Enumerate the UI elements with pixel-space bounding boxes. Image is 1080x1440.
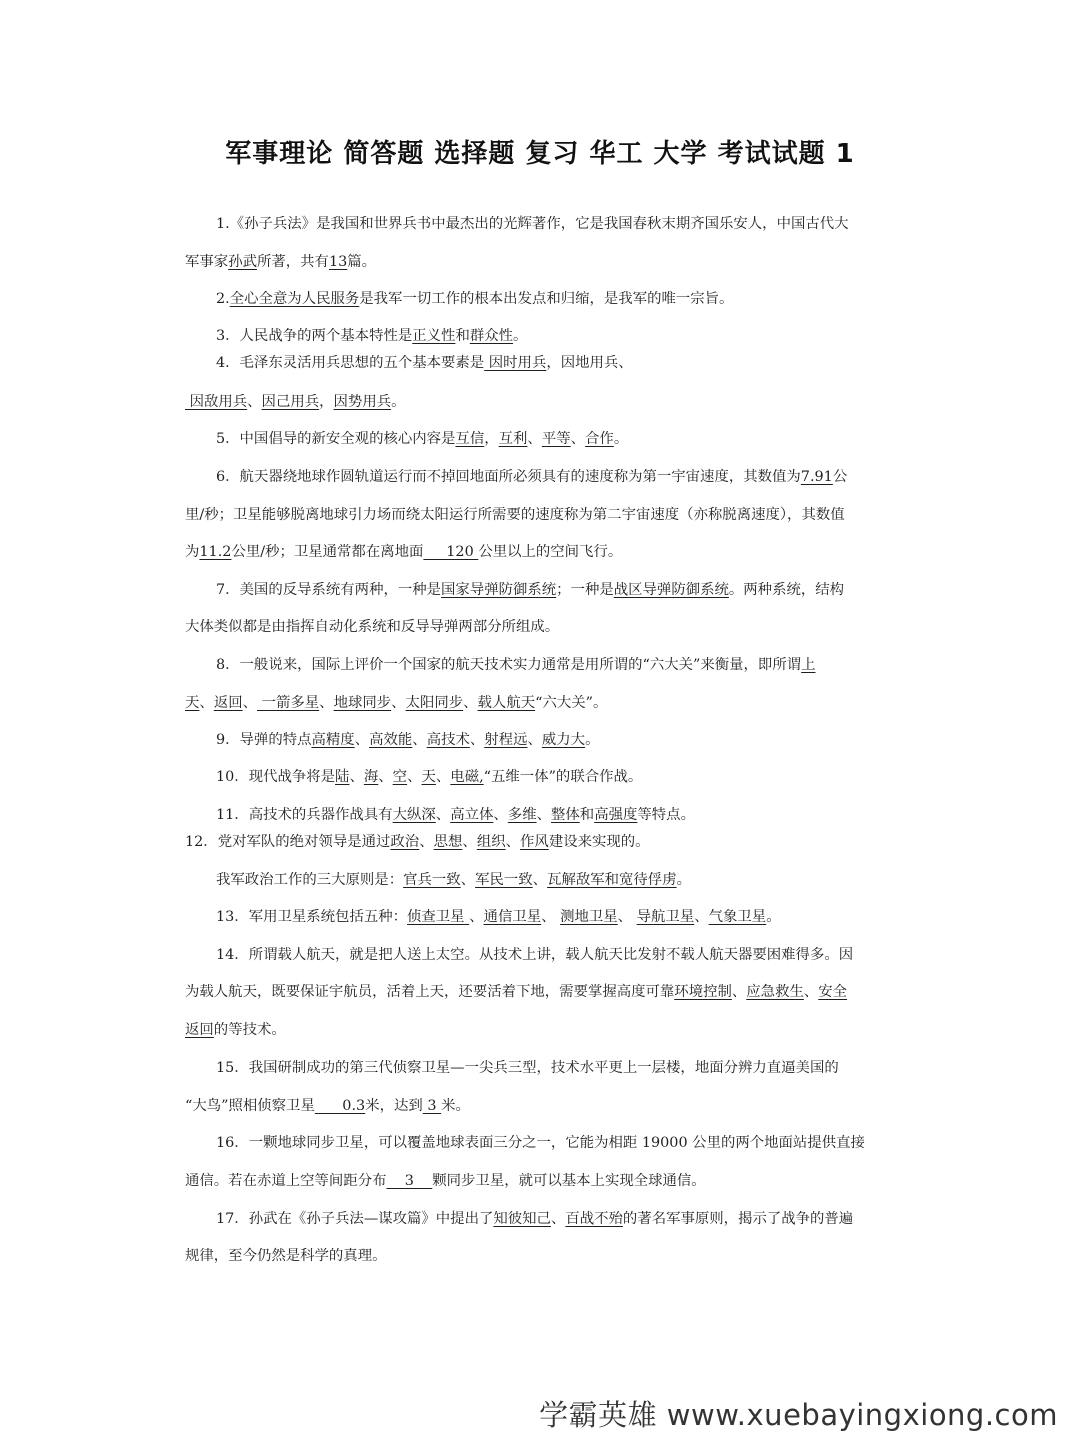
underlined-answer: 导航卫星 [636,909,695,925]
text-segment: 、 [319,695,334,711]
text-segment: 11．高技术的兵器作战具有 [216,807,393,823]
text-segment: 8．一般说来，国际上评价一个国家的航天技术实力通常是用所谓的“六大关”来衡量，即所谓 [216,657,802,673]
text-line [216,1133,865,1153]
text-segment: 、 [242,695,258,711]
text-segment: 公里以上的空间飞行。 [478,544,623,560]
text-line [185,693,607,713]
text-segment: 2. [216,291,230,307]
underlined-answer: 海 [363,769,379,785]
text-segment: 、 [505,834,521,850]
text-segment: 、 [469,909,484,925]
text-segment: 、 [378,769,393,785]
text-line [216,767,642,787]
underlined-answer: 高精度 [311,732,355,748]
text-segment: 、 [469,732,485,748]
text-segment: 、 [731,984,747,1000]
underlined-answer: 射程远 [484,732,528,748]
underlined-answer: 3 [422,1098,442,1114]
underlined-answer: 太阳同步 [405,695,464,711]
text-segment: 、 [407,769,422,785]
underlined-answer: 通信卫星 [483,909,542,925]
text-segment: 、 [617,909,637,925]
text-segment: 大体类似都是由指挥自动化系统和反导导弹两部分所组成。 [185,619,560,635]
text-line [216,289,733,309]
underlined-answer: 全心全意为人民服务 [229,291,360,307]
text-segment: 、 [527,431,542,447]
text-segment: 、 [550,1211,566,1227]
underlined-answer: 气象卫星 [708,909,767,925]
text-segment: 、 [247,394,262,410]
underlined-answer: 侦查卫星 [407,909,470,925]
text-segment: 。 [766,909,781,925]
text-segment: 建设来实现的。 [548,834,650,850]
underlined-answer: 0.3 [314,1098,366,1114]
text-segment: 里/秒；卫星能够脱离地球引力场而绕太阳运行所需要的速度称为第二宇宙速度（亦称脱离速度），其数值 [185,507,845,523]
text-line [216,580,844,600]
underlined-answer: 3 [386,1173,433,1189]
text-segment: ；一种是 [556,582,614,598]
text-segment: 、 [462,834,477,850]
watermark-footer: 学霸英雄 www.xuebayingxiong.com [539,1398,1058,1432]
text-segment: 、 [354,732,370,748]
text-segment: 、 [527,732,542,748]
text-segment: 13．军用卫星系统包括五种： [216,909,407,925]
underlined-answer: 天 [421,769,436,785]
text-line [216,326,527,346]
underlined-answer: 百战不殆 [565,1211,623,1227]
text-segment: 、 [460,872,476,888]
text-segment: 、 [412,732,427,748]
underlined-answer: 作风 [520,834,549,850]
underlined-answer: 高效能 [369,732,413,748]
underlined-answer: 环境控制 [674,984,732,1000]
text-segment: 、 [463,695,478,711]
text-segment: 、 [570,431,586,447]
underlined-answer: 孙武 [228,254,257,270]
text-segment: 、 [419,834,434,850]
text-segment: 和 [579,807,595,823]
text-line [216,730,599,750]
text-segment: 的等技术。 [213,1022,286,1038]
text-segment: 10．现代战争将是 [216,769,336,785]
text-line [216,353,633,373]
text-segment: 是我军一切工作的根本出发点和归缩，是我军的唯一宗旨。 [359,291,734,307]
text-line [185,617,559,637]
underlined-answer: 返回 [185,1022,214,1038]
text-line [216,429,628,449]
text-segment: “六大关”。 [535,695,608,711]
underlined-answer: 互信 [455,431,485,447]
text-segment: 规律，至今仍然是科学的真理。 [185,1248,387,1264]
text-segment: 米，达到 [365,1098,423,1114]
text-line [216,870,691,890]
text-segment: 米。 [441,1098,470,1114]
underlined-answer: 13 [328,254,348,270]
text-line [216,1058,839,1078]
text-segment: 公 [832,469,848,485]
text-line [216,1209,853,1229]
underlined-answer: 因势用兵 [333,394,392,410]
text-segment: 12．党对军队的绝对领导是通过 [185,834,391,850]
text-segment: 、 [803,984,819,1000]
text-segment: 16．一颗地球同步卫星，可以覆盖地球表面三分之一，它能为相距 19000 公里的两个地面站提供直接 [216,1135,865,1151]
underlined-answer: 高强度 [594,807,638,823]
text-line [185,1246,386,1266]
text-segment: 9．导弹的特点 [216,732,312,748]
underlined-answer: 整体 [551,807,580,823]
underlined-answer: 正义性 [412,328,456,344]
text-segment: 颗同步卫星，就可以基本上实现全球通信。 [432,1173,706,1189]
text-line [216,214,849,234]
text-segment: 4．毛泽东灵活用兵思想的五个基本要素是 [216,355,485,371]
underlined-answer: 地球同步 [333,695,392,711]
text-segment: 。 [585,732,600,748]
underlined-answer: 多维 [507,807,537,823]
underlined-answer: 120 [423,544,479,560]
text-segment: 、 [532,872,548,888]
underlined-answer: 载人航天 [477,695,536,711]
underlined-answer: 因时用兵 [484,355,547,371]
underlined-answer: 11.2 [199,544,232,560]
text-line [185,505,845,525]
underlined-answer: 战区导弹防御系统 [613,582,729,598]
underlined-answer: 组织 [476,834,506,850]
text-line [216,805,695,825]
underlined-answer: 大纵深 [392,807,436,823]
text-segment: 14．所谓载人航天，就是把人送上太空。从技术上讲，载人航天比发射不载人航天器要困难得多。因 [216,947,854,963]
text-segment: 、 [199,695,214,711]
text-segment: 。 [613,431,629,447]
underlined-answer: 返回 [213,695,243,711]
text-line [216,945,853,965]
text-line [185,1096,470,1116]
text-segment: “五维一体”的联合作战。 [483,769,643,785]
underlined-answer: 群众性 [469,328,514,344]
underlined-answer: 空 [392,769,408,785]
text-segment: 通信。若在赤道上空等间距分布 [185,1173,387,1189]
underlined-answer: 知彼知己 [493,1211,551,1227]
text-segment: 。 [391,394,406,410]
underlined-answer: 上 [801,657,816,673]
underlined-answer: 合作 [585,431,614,447]
text-segment: 、 [536,807,551,823]
text-segment: 6．航天器绕地球作圆轨道运行而不掉回地面所必须具有的速度称为第一宇宙速度，其数值为 [216,469,801,485]
underlined-answer: 7.91 [800,469,833,485]
underlined-answer: 思想 [433,834,463,850]
text-line [185,1171,706,1191]
underlined-answer: 高立体 [450,807,494,823]
text-segment: 7．美国的反导系统有两种，一种是 [216,582,442,598]
text-segment: 军事家 [185,254,229,270]
text-segment: 、 [435,769,451,785]
text-segment: 和 [455,328,470,344]
underlined-answer: 威力大 [541,732,586,748]
text-segment: 、 [391,695,406,711]
text-line [185,832,650,852]
text-segment: 公里/秒；卫星通常都在离地面 [231,544,424,560]
text-line [216,467,847,487]
text-segment: 。 [513,328,528,344]
text-segment: “大鸟”照相侦察卫星 [185,1098,315,1114]
underlined-answer: 一箭多星 [257,695,320,711]
text-segment: 。两种系统，结构 [728,582,845,598]
text-segment: 1.《孙子兵法》是我国和世界兵书中最杰出的光辉著作，它是我国春秋末期齐国乐安人，中国古代大 [216,216,849,232]
underlined-answer: 因己用兵 [261,394,320,410]
underlined-answer: 高技术 [426,732,470,748]
text-segment: 5．中国倡导的新安全观的核心内容是 [216,431,456,447]
text-line [185,982,847,1002]
underlined-answer: 电磁, [450,769,484,785]
text-segment: 17．孙武在《孙子兵法—谋攻篇》中提出了 [216,1211,494,1227]
text-segment: 的著名军事原则，揭示了战争的普遍 [622,1211,854,1227]
text-segment: 篇。 [347,254,377,270]
text-segment: 、 [541,909,561,925]
text-segment: 3．人民战争的两个基本特性是 [216,328,413,344]
text-line [185,392,406,412]
text-line [216,655,816,675]
text-segment: 、 [435,807,451,823]
text-segment: 为载人航天，既要保证宇航员，活着上天，还要活着下地，需要掌握高度可靠 [185,984,675,1000]
underlined-answer: 国家导弹防御系统 [441,582,557,598]
underlined-answer: 军民一致 [475,872,533,888]
underlined-answer: 官兵一致 [403,872,461,888]
text-line [216,907,781,927]
text-segment: 我军政治工作的三大原则是： [216,872,404,888]
text-line [185,542,622,562]
underlined-answer: 测地卫星 [560,909,618,925]
text-segment: 等特点。 [637,807,695,823]
underlined-answer: 陆 [335,769,350,785]
text-segment: 15．我国研制成功的第三代侦察卫星—一尖兵三型，技术水平更上一层楼，地面分辨力直逼美国的 [216,1060,839,1076]
text-segment: ，因地用兵、 [546,355,633,371]
underlined-answer: 政治 [390,834,420,850]
text-line [185,252,376,272]
text-segment: ， [484,431,499,447]
underlined-answer: 平等 [541,431,571,447]
text-segment: 。 [676,872,691,888]
text-segment: 为 [185,544,200,560]
underlined-answer: 天 [185,695,200,711]
page-title: 军事理论 简答题 选择题 复习 华工 大学 考试试题 1 [225,139,855,169]
underlined-answer: 安全 [818,984,848,1000]
text-line [185,1020,286,1040]
underlined-answer: 因敌用兵 [185,394,248,410]
underlined-answer: 应急救生 [746,984,804,1000]
text-segment: 所著，共有 [256,254,329,270]
underlined-answer: 瓦解敌军和宽待俘虏 [547,872,677,888]
text-segment: ， [319,394,334,410]
text-segment: 、 [349,769,364,785]
text-segment: 、 [493,807,508,823]
underlined-answer: 互利 [498,431,528,447]
text-segment: 、 [694,909,709,925]
